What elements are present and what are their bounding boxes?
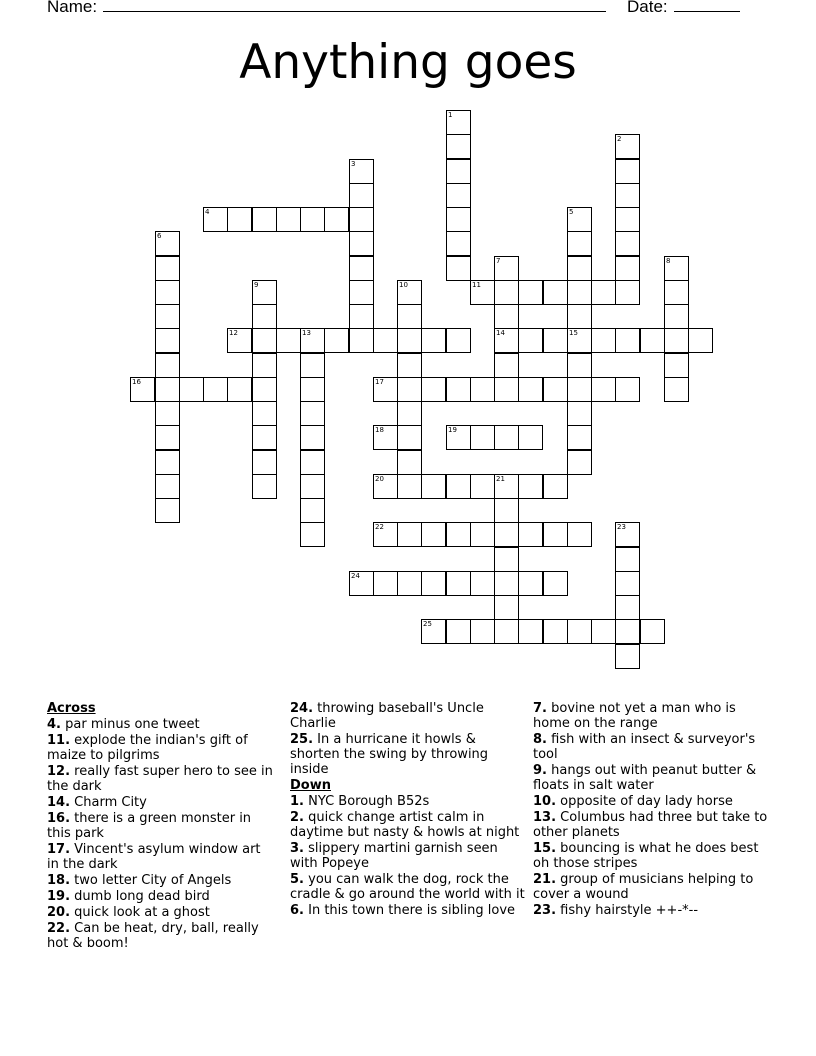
- clue-across-25: 25. In a hurricane it howls & shorten the swing by throwing inside: [290, 732, 489, 777]
- grid-cell[interactable]: [252, 207, 277, 232]
- grid-cell[interactable]: [543, 474, 568, 499]
- grid-cell[interactable]: [615, 377, 640, 402]
- grid-cell[interactable]: [349, 256, 374, 281]
- grid-cell[interactable]: [494, 619, 519, 644]
- grid-cell[interactable]: [397, 328, 422, 353]
- grid-cell[interactable]: [518, 522, 543, 547]
- grid-cell[interactable]: [543, 522, 568, 547]
- name-line[interactable]: [103, 0, 606, 12]
- grid-cell[interactable]: [300, 377, 325, 402]
- grid-cell[interactable]: [615, 256, 640, 281]
- grid-cell[interactable]: [518, 377, 543, 402]
- grid-cell[interactable]: [494, 547, 519, 572]
- grid-cell[interactable]: [664, 304, 689, 329]
- clue-across-20: 20. quick look at a ghost: [47, 905, 210, 920]
- grid-cell[interactable]: [421, 522, 446, 547]
- grid-cell[interactable]: [567, 425, 592, 450]
- grid-cell[interactable]: [567, 304, 592, 329]
- grid-cell[interactable]: [252, 425, 277, 450]
- grid-cell[interactable]: [518, 280, 543, 305]
- grid-cell[interactable]: [446, 183, 471, 208]
- grid-cell[interactable]: [494, 425, 519, 450]
- grid-cell[interactable]: [567, 522, 592, 547]
- grid-cell[interactable]: [543, 571, 568, 596]
- grid-cell[interactable]: [300, 450, 325, 475]
- grid-cell[interactable]: [543, 280, 568, 305]
- grid-cell[interactable]: [155, 474, 180, 499]
- name-field[interactable]: [47, 0, 606, 17]
- grid-cell[interactable]: [615, 207, 640, 232]
- grid-cell[interactable]: [227, 377, 252, 402]
- clue-across-4: 4. par minus one tweet: [47, 717, 200, 732]
- cell-number: 10: [399, 281, 408, 289]
- grid-cell[interactable]: [349, 328, 374, 353]
- grid-cell[interactable]: [543, 328, 568, 353]
- grid-cell[interactable]: [567, 401, 592, 426]
- clue-across-11: 11. explode the indian's gift of maize to pilgrims: [47, 733, 248, 763]
- grid-cell[interactable]: [155, 377, 180, 402]
- grid-cell[interactable]: [446, 134, 471, 159]
- grid-cell[interactable]: [494, 522, 519, 547]
- grid-cell[interactable]: [446, 231, 471, 256]
- cell-number: 25: [423, 620, 432, 628]
- grid-cell[interactable]: [300, 207, 325, 232]
- clue-across-18: 18. two letter City of Angels: [47, 873, 232, 888]
- grid-cell[interactable]: [155, 256, 180, 281]
- grid-cell[interactable]: [518, 425, 543, 450]
- cell-number: 24: [351, 572, 360, 580]
- grid-cell[interactable]: [615, 644, 640, 669]
- grid-cell[interactable]: [615, 571, 640, 596]
- grid-cell[interactable]: [276, 328, 301, 353]
- date-line[interactable]: [674, 0, 740, 12]
- clue-across-14: 14. Charm City: [47, 795, 147, 810]
- grid-cell[interactable]: [397, 353, 422, 378]
- grid-cell[interactable]: [518, 571, 543, 596]
- cell-number: 14: [496, 329, 505, 337]
- grid-cell[interactable]: [397, 304, 422, 329]
- cell-number: 20: [375, 475, 384, 483]
- cell-number: 16: [132, 378, 141, 386]
- clue-down-10: 10. opposite of day lady horse: [533, 794, 733, 809]
- grid-cell[interactable]: [300, 425, 325, 450]
- clues-column-1: [47, 701, 275, 952]
- grid-cell[interactable]: [567, 231, 592, 256]
- grid-cell[interactable]: [397, 425, 422, 450]
- grid-cell[interactable]: [688, 328, 713, 353]
- grid-cell[interactable]: [664, 280, 689, 305]
- clue-down-5: 5. you can walk the dog, rock the cradle & go around the world with it: [290, 872, 525, 902]
- grid-cell[interactable]: [324, 207, 349, 232]
- grid-cell[interactable]: [494, 304, 519, 329]
- clue-across-19: 19. dumb long dead bird: [47, 889, 210, 904]
- clue-down-8: 8. fish with an insect & surveyor's tool: [533, 732, 756, 762]
- clue-down-15: 15. bouncing is what he does best oh those stripes: [533, 841, 759, 871]
- cell-number: 15: [569, 329, 578, 337]
- grid-cell[interactable]: [397, 474, 422, 499]
- grid-cell[interactable]: [155, 401, 180, 426]
- down-heading: Down: [290, 778, 331, 793]
- grid-cell[interactable]: [470, 425, 495, 450]
- clue-down-2: 2. quick change artist calm in daytime but nasty & howls at night: [290, 810, 520, 840]
- grid-cell[interactable]: [446, 571, 471, 596]
- grid-cell[interactable]: [252, 450, 277, 475]
- grid-cell[interactable]: [567, 280, 592, 305]
- grid-cell[interactable]: [518, 328, 543, 353]
- puzzle-title: Anything goes: [239, 35, 577, 90]
- grid-cell[interactable]: [615, 280, 640, 305]
- grid-cell[interactable]: [397, 450, 422, 475]
- grid-cell[interactable]: [397, 571, 422, 596]
- grid-cell[interactable]: [252, 353, 277, 378]
- cell-number: 1: [448, 111, 453, 119]
- grid-cell[interactable]: [203, 377, 228, 402]
- clue-down-6: 6. In this town there is sibling love: [290, 903, 516, 918]
- clue-down-23: 23. fishy hairstyle ++-*--: [533, 903, 699, 918]
- grid-cell[interactable]: [615, 231, 640, 256]
- grid-cell[interactable]: [349, 231, 374, 256]
- cell-number: 23: [617, 523, 626, 531]
- grid-cell[interactable]: [494, 498, 519, 523]
- cell-number: 17: [375, 378, 384, 386]
- grid-cell[interactable]: [567, 256, 592, 281]
- grid-cell[interactable]: [446, 159, 471, 184]
- grid-cell[interactable]: [615, 159, 640, 184]
- grid-cell[interactable]: [494, 377, 519, 402]
- grid-cell[interactable]: [615, 547, 640, 572]
- grid-cell[interactable]: [567, 377, 592, 402]
- grid-cell[interactable]: [591, 280, 616, 305]
- cell-number: 5: [569, 208, 574, 216]
- name-label: Name:: [47, 0, 98, 16]
- clue-across-22: 22. Can be heat, dry, ball, really hot & boom!: [47, 921, 259, 951]
- grid-cell[interactable]: [300, 401, 325, 426]
- grid-cell[interactable]: [446, 474, 471, 499]
- grid-cell[interactable]: [470, 377, 495, 402]
- clue-down-7: 7. bovine not yet a man who is home on the range: [533, 701, 736, 731]
- clue-down-21: 21. group of musicians helping to cover a wound: [533, 872, 754, 902]
- grid-cell[interactable]: [300, 522, 325, 547]
- date-field[interactable]: [627, 0, 740, 17]
- grid-cell[interactable]: [446, 377, 471, 402]
- grid-cell[interactable]: [155, 280, 180, 305]
- grid-cell[interactable]: [470, 474, 495, 499]
- grid-cell[interactable]: [300, 474, 325, 499]
- cell-number: 8: [666, 257, 671, 265]
- grid-cell[interactable]: [664, 353, 689, 378]
- grid-cell[interactable]: [615, 595, 640, 620]
- grid-cell[interactable]: [470, 619, 495, 644]
- grid-cell[interactable]: [494, 595, 519, 620]
- grid-cell[interactable]: [349, 280, 374, 305]
- cell-number: 9: [254, 281, 259, 289]
- grid-cell[interactable]: [252, 377, 277, 402]
- clue-down-1: 1. NYC Borough B52s: [290, 794, 430, 809]
- grid-cell[interactable]: [567, 619, 592, 644]
- grid-cell[interactable]: [421, 474, 446, 499]
- grid-cell[interactable]: [155, 498, 180, 523]
- grid-cell[interactable]: [640, 619, 665, 644]
- clue-across-17: 17. Vincent's asylum window art in the dark: [47, 842, 261, 872]
- grid-cell[interactable]: [615, 619, 640, 644]
- across-heading: Across: [47, 701, 96, 716]
- grid-cell[interactable]: [494, 353, 519, 378]
- clue-down-13: 13. Columbus had three but take to other planets: [533, 810, 768, 840]
- grid-cell[interactable]: [349, 207, 374, 232]
- clues-column-3: [533, 701, 773, 919]
- grid-cell[interactable]: [615, 183, 640, 208]
- grid-cell[interactable]: [446, 619, 471, 644]
- grid-cell[interactable]: [446, 207, 471, 232]
- grid-cell[interactable]: [252, 474, 277, 499]
- grid-cell[interactable]: [155, 304, 180, 329]
- grid-cell[interactable]: [421, 328, 446, 353]
- grid-cell[interactable]: [421, 571, 446, 596]
- clue-down-9: 9. hangs out with peanut butter & floats in salt water: [533, 763, 757, 793]
- cell-number: 6: [157, 232, 162, 240]
- grid-cell[interactable]: [252, 328, 277, 353]
- cell-number: 4: [205, 208, 210, 216]
- grid-cell[interactable]: [252, 401, 277, 426]
- grid-cell[interactable]: [179, 377, 204, 402]
- date-label: Date:: [627, 0, 668, 16]
- cell-number: 3: [351, 160, 356, 168]
- clue-across-16: 16. there is a green monster in this park: [47, 811, 252, 841]
- grid-cell[interactable]: [591, 377, 616, 402]
- clue-down-3: 3. slippery martini garnish seen with Popeye: [290, 841, 498, 871]
- cell-number: 7: [496, 257, 501, 265]
- grid-cell[interactable]: [397, 377, 422, 402]
- grid-cell[interactable]: [324, 328, 349, 353]
- grid-cell[interactable]: [664, 377, 689, 402]
- grid-cell[interactable]: [494, 571, 519, 596]
- grid-cell[interactable]: [615, 328, 640, 353]
- grid-cell[interactable]: [373, 328, 398, 353]
- grid-cell[interactable]: [591, 619, 616, 644]
- cell-number: 2: [617, 135, 622, 143]
- grid-cell[interactable]: [349, 183, 374, 208]
- cell-number: 13: [302, 329, 311, 337]
- grid-cell[interactable]: [276, 207, 301, 232]
- grid-cell[interactable]: [446, 256, 471, 281]
- grid-cell[interactable]: [349, 304, 374, 329]
- grid-cell[interactable]: [300, 498, 325, 523]
- grid-cell[interactable]: [470, 571, 495, 596]
- grid-cell[interactable]: [543, 619, 568, 644]
- grid-cell[interactable]: [494, 280, 519, 305]
- grid-cell[interactable]: [155, 450, 180, 475]
- grid-cell[interactable]: [227, 207, 252, 232]
- grid-cell[interactable]: [518, 474, 543, 499]
- grid-cell[interactable]: [567, 353, 592, 378]
- grid-cell[interactable]: [664, 328, 689, 353]
- grid-cell[interactable]: [470, 522, 495, 547]
- cell-number: 11: [472, 281, 481, 289]
- grid-cell[interactable]: [300, 353, 325, 378]
- grid-cell[interactable]: [421, 377, 446, 402]
- clues-column-2: [290, 701, 526, 919]
- grid-cell[interactable]: [567, 450, 592, 475]
- grid-cell[interactable]: [252, 304, 277, 329]
- cell-number: 21: [496, 475, 505, 483]
- grid-cell[interactable]: [397, 401, 422, 426]
- grid-cell[interactable]: [446, 328, 471, 353]
- grid-cell[interactable]: [155, 353, 180, 378]
- cell-number: 12: [229, 329, 238, 337]
- grid-cell[interactable]: [373, 571, 398, 596]
- grid-cell[interactable]: [591, 328, 616, 353]
- cell-number: 19: [448, 426, 457, 434]
- grid-cell[interactable]: [518, 619, 543, 644]
- grid-cell[interactable]: [155, 425, 180, 450]
- grid-cell[interactable]: [640, 328, 665, 353]
- grid-cell[interactable]: [155, 328, 180, 353]
- cell-number: 22: [375, 523, 384, 531]
- clue-across-12: 12. really fast super hero to see in the dark: [47, 764, 273, 794]
- grid-cell[interactable]: [397, 522, 422, 547]
- grid-cell[interactable]: [543, 377, 568, 402]
- cell-number: 18: [375, 426, 384, 434]
- clue-across-24: 24. throwing baseball's Uncle Charlie: [290, 701, 484, 731]
- grid-cell[interactable]: [446, 522, 471, 547]
